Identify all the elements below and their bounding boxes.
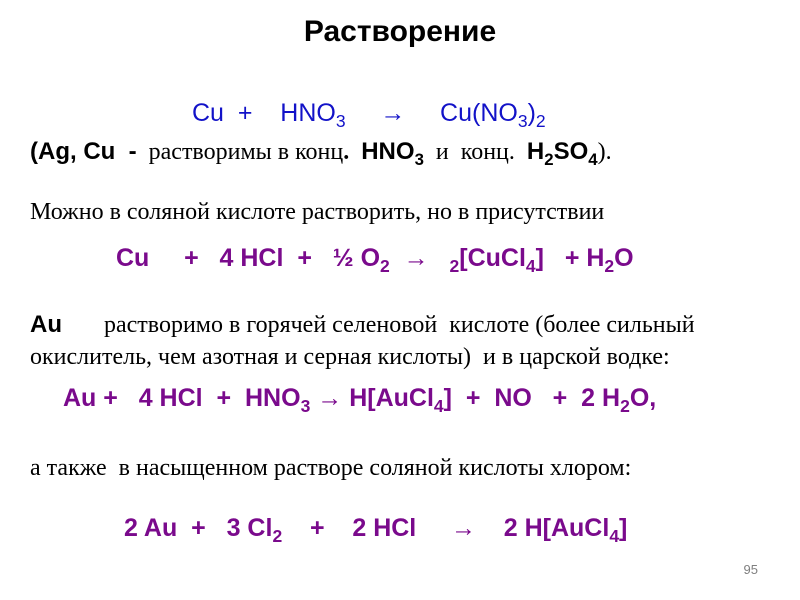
eq2-close: ] [535,244,544,272]
eq1-sub2: 2 [535,111,546,132]
eq2-half-o: ½ O [332,244,381,272]
eq2-sub2: 2 [380,256,390,277]
note-so: SO [553,138,589,165]
eq4-part-c: ] [619,514,628,542]
eq2-o: O [614,244,634,272]
eq1-paren: ) [527,99,536,127]
equation-au-aqua-regia [63,386,656,416]
eq1-sub3: 3 [335,111,346,132]
au-paragraph-line2: окислитель, чем азотная и серная кислоты) и в царской водке: [30,344,670,370]
note-hno: HNO [361,138,415,165]
slide-title: Растворение [303,15,497,48]
note-dot: . [343,139,350,165]
au-label: Au [30,311,62,338]
solubility-note [30,140,612,169]
note-close: ). [597,139,612,165]
hcl-dissolve-text: Можно в соляной кислоте растворить, но в присутствии [30,199,605,225]
equation-cu-hcl [116,246,634,276]
eq2-hcl: 4 HCl [219,244,284,272]
eq2-sub4: 4 [525,256,536,277]
eq3-part-d: O, [629,384,657,412]
eq2-arrow: → [403,244,429,272]
au-paragraph-line1 [30,313,695,337]
note-and: и конц. [435,139,515,165]
eq3-part-b: → H[AuCl [310,384,434,412]
chlorine-text: а также в насыщенном растворе соляной кислоты хлором: [30,455,632,481]
note-h: H [526,138,545,165]
equation-cu-hno3 [192,101,546,131]
note-open: (Ag, Cu - [30,138,137,165]
note-sub4: 4 [588,149,598,169]
eq4-sub2: 2 [272,526,283,547]
eq3-part-a: Au + 4 HCl + HNO [63,384,301,412]
equation-au-chlorine [124,516,627,546]
eq1-arrow: → [380,99,406,127]
eq2-sub2b: 2 [604,256,615,277]
eq1-cuno: Cu(NO [440,99,518,127]
au-text1: растворимо в горячей селеновой кислоте (более сильный [104,312,695,338]
eq3-part-c: ] + NO + 2 H [443,384,621,412]
eq4-sub4: 4 [609,526,620,547]
eq2-plus-h: + H [564,244,605,272]
note-text: растворимы в конц [148,139,344,165]
eq2-pre2: 2 [449,256,460,277]
eq1-sub3b: 3 [517,111,528,132]
eq1-plus: + [237,99,253,127]
eq4-part-b: + 2 HCl → 2 H[AuCl [282,514,610,542]
eq1-cu: Cu [192,99,224,127]
eq2-cu: Cu [116,244,150,272]
note-sub2: 2 [544,149,554,169]
eq2-cucl: [CuCl [459,244,526,272]
eq4-part-a: 2 Au + 3 Cl [124,514,273,542]
eq1-hno: HNO [280,99,336,127]
eq2-plus1: + [184,244,199,272]
eq2-plus2: + [297,244,312,272]
eq3-sub2: 2 [620,396,630,417]
eq3-sub3: 3 [300,396,311,417]
eq3-sub4: 4 [433,396,444,417]
page-number: 95 [743,562,758,577]
note-sub3: 3 [414,149,424,169]
